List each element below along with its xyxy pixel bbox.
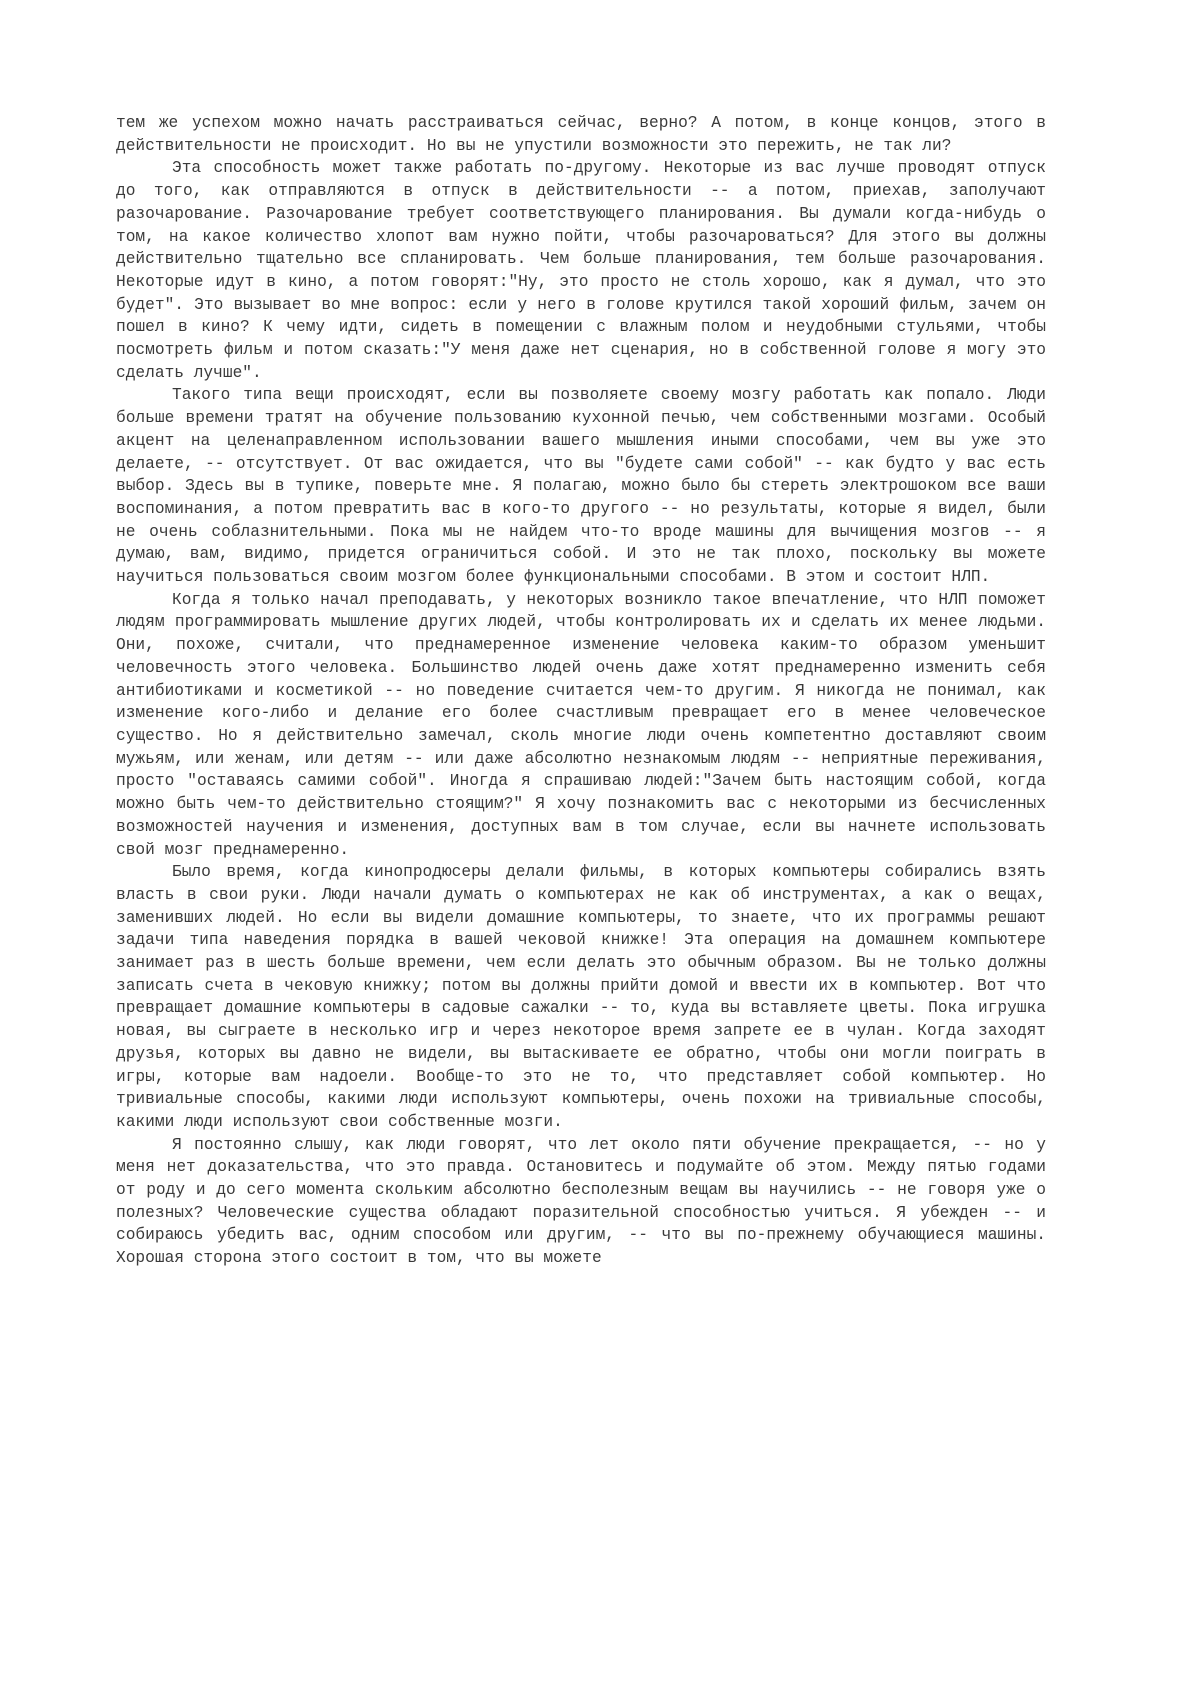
paragraph-4: Когда я только начал преподавать, у некоторых возникло такое впечатление, что НЛП поможет людям программировать мышление других людей, чтобы контролировать их и сделать их менее людьми. Они, похоже, считали, что преднамеренное изменение человека каким-то образом уменьшит человечность этого человека. Большинство людей очень даже хотят преднамеренно изменить себя антибиотиками и косметикой -- но поведение считается чем-то другим. Я никогда не понимал, как изменение кого-либо и делание его более счастливым превращает его в менее человеческое существо. Но я действительно замечал, сколь многие люди очень компетентно доставляют своим мужьям, или женам, или детям -- или даже абсолютно незнакомым людям -- неприятные переживания, просто "оставаясь самими собой". Иногда я спрашиваю людей:"Зачем быть настоящим собой, когда можно быть чем-то действительно стоящим?" Я хочу познакомить вас с некоторыми из бесчисленных возможностей научения и изменения, доступных вам в том случае, если вы начнете использовать свой мозг преднамеренно.: [116, 590, 1046, 859]
document-page: [116, 112, 1046, 1270]
paragraph-3: Такого типа вещи происходят, если вы позволяете своему мозгу работать как попало. Люди больше времени тратят на обучение пользованию кухонной печью, чем собственными мозгами. Особый акцент на целенаправленном использовании вашего мышления иными способами, чем вы уже это делаете, -- отсутствует. От вас ожидается, что вы "будете сами собой" -- как будто у вас есть выбор. Здесь вы в тупике, поверьте мне. Я полагаю, можно было бы стереть электрошоком все ваши воспоминания, а потом превратить вас в кого-то другого -- но результаты, которые я видел, были не очень соблазнительными. Пока мы не найдем что-то вроде машины для вычищения мозгов -- я думаю, вам, видимо, придется ограничиться собой. И это не так плохо, поскольку вы можете научиться пользоваться своим мозгом более функциональными способами. В этом и состоит НЛП.: [116, 386, 1046, 587]
paragraph-6: Я постоянно слышу, как люди говорят, что лет около пяти обучение прекращается, -- но у меня нет доказательства, что это правда. Остановитесь и подумайте об этом. Между пятью годами от роду и до сего момента скольким абсолютно бесполезным вещам вы научились -- не говоря уже о полезных? Человеческие существа обладают поразительной способностью учиться. Я убежден -- и собираюсь убедить вас, одним способом или другим, -- что вы по-прежнему обучающиеся машины. Хорошая сторона этого состоит в том, что вы можете: [116, 1135, 1046, 1268]
paragraph-2: Эта способность может также работать по-другому. Некоторые из вас лучше проводят отпуск до того, как отправляются в отпуск в действительности -- а потом, приехав, заполучают разочарование. Разочарование требует соответствующего планирования. Вы думали когда-нибудь о том, на какое количество хлопот вам нужно пойти, чтобы разочароваться? Для этого вы должны действительно тщательно все спланировать. Чем больше планирования, тем больше разочарования. Некоторые идут в кино, а потом говорят:"Ну, это просто не столь хорошо, как я думал, что это будет". Это вызывает во мне вопрос: если у него в голове крутился такой хороший фильм, зачем он пошел в кино? К чему идти, сидеть в помещении с влажным полом и неудобными стульями, чтобы посмотреть фильм и потом сказать:"У меня даже нет сценария, но в собственной голове я могу это сделать лучше".: [116, 159, 1046, 382]
paragraph-5: Было время, когда кинопродюсеры делали фильмы, в которых компьютеры собирались взять власть в свои руки. Люди начали думать о компьютерах не как об инструментах, а как о вещах, заменивших людей. Но если вы видели домашние компьютеры, то знаете, что их программы решают задачи типа наведения порядка в вашей чековой книжке! Эта операция на домашнем компьютере занимает раз в шесть больше времени, чем если делать это обычным образом. Вы не только должны записать счета в чековую книжку; потом вы должны прийти домой и ввести их в компьютер. Вот что превращает домашние компьютеры в садовые сажалки -- то, куда вы вставляете цветы. Пока игрушка новая, вы сыграете в несколько игр и через некоторое время запрете ее в чулан. Когда заходят друзья, которых вы давно не видели, вы вытаскиваете ее обратно, чтобы они могли поиграть в игры, которые вам надоели. Вообще-то это не то, что представляет собой компьютер. Но тривиальные способы, какими люди используют компьютеры, очень похожи на тривиальные способы, какими люди используют свои собственные мозги.: [116, 863, 1046, 1131]
paragraph-1: тем же успехом можно начать расстраиваться сейчас, верно? А потом, в конце концов, этого в действительности не происходит. Но вы не упустили возможности это пережить, не так ли?: [116, 114, 1046, 155]
